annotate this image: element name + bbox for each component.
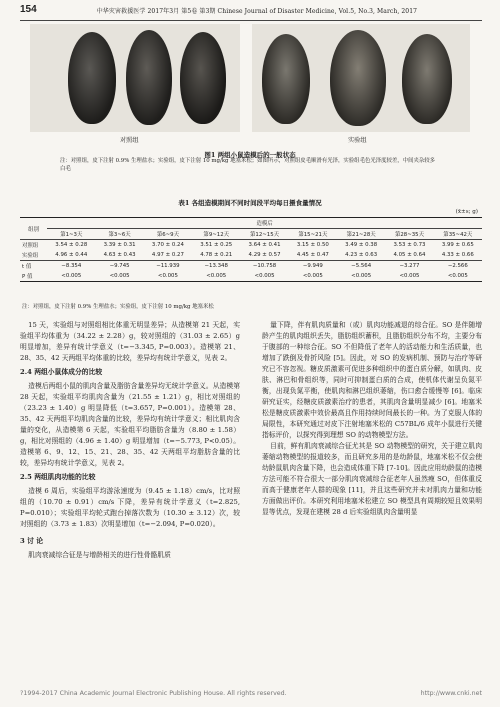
column-header: 第21~28天 bbox=[346, 232, 376, 238]
row-label: 实验组 bbox=[22, 253, 39, 259]
table-cell: −5.564 bbox=[351, 263, 372, 269]
paragraph: 造模后两组小鼠的肌肉含量及脂肪含量差异均无统计学意义。从造模第 28 天起，实验组平均肌肉含量为（21.55 ± 1.21）g，相比对照组的（23.23 ± 1.40）g 明显降低（t=3.657, P=0.001）。造模第 28、35、42 天两组平均肌肉含量的比较，差异均有统计学意义；相比肌肉含量的变化，从造模第 6 天起，实验组平均脂肪含量为（8.80 ± 1.58）g，相比对照组的（4.96 ± 1.40）g 明显增加（t=−5.773, P<0.05）。造模第 6、9、12、15、21、28、35、42 天两组平均脂肪含量的比较，差异均有统计学意义，见表 2。 bbox=[20, 382, 240, 467]
table-cell: 3.54 ± 0.28 bbox=[55, 242, 88, 248]
figure-title: 图1 两组小鼠造模后的一般状态 bbox=[204, 151, 296, 159]
mouse-image bbox=[126, 30, 172, 125]
section-heading: 2.4 两组小鼠体成分的比较 bbox=[20, 368, 103, 376]
period-header: 造模后 bbox=[47, 218, 482, 229]
column-header: 第15~21天 bbox=[298, 232, 328, 238]
column-header: 第28~35天 bbox=[394, 232, 424, 238]
table-cell: 3.15 ± 0.50 bbox=[296, 242, 329, 248]
table-title: 表1 各组造模期间不同时间段平均每日摄食量情况 bbox=[178, 199, 322, 207]
table-note: 注：对照组，皮下注射 0.9% 生理盐水；实验组，皮下注射 10 mg/kg 地塞米松 bbox=[22, 304, 214, 310]
table-cell: 4.45 ± 0.47 bbox=[296, 252, 329, 258]
table-row bbox=[20, 240, 482, 251]
table-cell: 3.53 ± 0.73 bbox=[393, 242, 426, 248]
table-row bbox=[20, 250, 482, 261]
cnki-link[interactable]: http://www.cnki.net bbox=[420, 690, 482, 697]
table-cell: 3.49 ± 0.38 bbox=[345, 242, 378, 248]
table-cell: 3.64 ± 0.41 bbox=[248, 242, 281, 248]
control-label: 对照组 bbox=[120, 137, 139, 144]
table-cell: 4.78 ± 0.21 bbox=[200, 252, 233, 258]
table-cell: <0.005 bbox=[399, 273, 420, 279]
table-cell: −9.949 bbox=[302, 263, 323, 269]
mouse-image bbox=[330, 30, 386, 126]
control-group-photo bbox=[30, 24, 240, 132]
mouse-image bbox=[402, 34, 452, 124]
figure-note: 注：对照组，皮下注射 0.9% 生理盐水；实验组，皮下注射 10 mg/kg 地塞米松；如图所示，对照组皮毛顺滑有光泽，实验组毛色光泽度较差，中间夹杂较多白毛 bbox=[60, 158, 436, 172]
table-cell: −9.745 bbox=[109, 263, 130, 269]
footer bbox=[20, 690, 482, 697]
table-cell: <0.005 bbox=[109, 273, 130, 279]
table-cell: <0.005 bbox=[157, 273, 178, 279]
column-header: 第12~15天 bbox=[250, 232, 280, 238]
table-cell: 4.96 ± 0.44 bbox=[55, 252, 88, 258]
copyright: ?1994-2017 China Academic Journal Electronic Publishing House. All rights reserved. bbox=[20, 690, 287, 697]
group-header: 组别 bbox=[20, 218, 47, 240]
section-heading: 2.5 两组肌肉功能的比较 bbox=[20, 473, 96, 481]
paragraph: 量下降，伴有肌肉质量和（或）肌肉功能减退的综合征。SO 是伴随增龄产生的肌肉组织丢失，脂肪组织蓄积，且脂肪组织分布不均，主要分布于腹部的一种综合征。SO 不但降低了老年人的活动能力和生活质量，也增加了跌倒及骨折风险 [5]。因此，对 SO 的发病机制、预防与治疗等研究已不容忽视。糖皮质激素可促进多种组织中的蛋白质分解，如肌肉、皮肤、淋巴和骨组织等，同时可抑制蛋白质的合成，使机体代谢呈负氮平衡，出现负氮平衡，使肌肉和淋巴组织萎缩，伤口愈合缓慢等 [6]。临床研究证实，经糖皮质激素治疗的患者，其肌肉含量明显减少 [6]。地塞米松是糖皮质激素中效价最高且作用持续时间最长的一种。为了克服人体的局限性，本研究通过对皮下注射地塞米松的 C57BL/6 成年小鼠进行关键指标评价，以探究得到理想 SO 的动物模型方法。 bbox=[262, 321, 482, 439]
table-cell: −2.566 bbox=[447, 263, 468, 269]
table-cell: 4.23 ± 0.63 bbox=[345, 252, 378, 258]
table-cell: <0.005 bbox=[351, 273, 372, 279]
table-cell: −13.348 bbox=[204, 263, 228, 269]
running-header bbox=[20, 4, 482, 15]
mouse-image bbox=[68, 32, 116, 124]
table-cell: <0.005 bbox=[206, 273, 227, 279]
table-cell: <0.005 bbox=[61, 273, 82, 279]
table-cell: 4.63 ± 0.43 bbox=[103, 252, 136, 258]
row-label: P 值 bbox=[22, 274, 33, 280]
paragraph: 目前，鲜有肌肉衰减综合征尤其是 SO 动物模型的研究，关于建立肌肉萎缩动物模型的报道较多，而且研究多用的是幼龄鼠，地塞米松不仅会使幼龄鼠肌肉含量下降，也会造成体重下降 [7-10]。因此应用幼龄鼠的造模方法可能不符合很大一部分肌肉衰减综合征老年人虽然瘦 SO，但体重反而高于健康老年人群的现象 [11]，并且这些研究并未对肌肉力量和功能方面做出评价。本研究利用地塞米松建立 SO 模型具有周期较短且效果明显等优点，发现在建模 28 d 后实验组肌肉含量明显 bbox=[262, 442, 482, 516]
paragraph: 15 天，实验组与对照组相比体重无明显差异；从造模第 21 天起，实验组平均体重为（34.22 ± 2.28）g，较对照组的（31.03 ± 2.65）g 明显增加，差异有统计学意义（t=−3.345, P=0.003）。造模第 21、28、35、42 天两组平均体重的比较，差异均有统计学意义，见表 2。 bbox=[20, 321, 240, 362]
experimental-label: 实验组 bbox=[348, 137, 367, 144]
journal-line: 中华灾害救援医学 2017年3月 第5卷 第3期 Chinese Journal of Disaster Medicine, Vol.5, No.3, March, 2017 bbox=[96, 8, 418, 15]
column-header: 第6~9天 bbox=[156, 232, 179, 238]
table-row bbox=[20, 271, 482, 282]
table-cell: <0.005 bbox=[302, 273, 323, 279]
paragraph: 肌肉衰减综合征是与增龄相关的进行性骨骼肌质 bbox=[28, 551, 171, 559]
mouse-image bbox=[180, 32, 226, 124]
column-header: 第35~42天 bbox=[443, 232, 473, 238]
food-intake-table bbox=[20, 217, 482, 282]
row-label: 对照组 bbox=[22, 243, 39, 249]
row-label: t 值 bbox=[22, 264, 32, 270]
right-column bbox=[262, 320, 482, 518]
table-cell: −11.939 bbox=[156, 263, 180, 269]
column-header: 第9~12天 bbox=[203, 232, 230, 238]
table-cell: <0.005 bbox=[447, 273, 468, 279]
figure-1 bbox=[30, 24, 470, 144]
left-column bbox=[20, 320, 240, 561]
paragraph: 造模 6 周后，实验组平均游泳速度为（9.45 ± 1.18）cm/s，比对照组的（10.70 ± 0.91）cm/s 下降，差异有统计学意义（t=2.825, P=0.010）；实验组平均轮式跑台掉落次数为（10.30 ± 3.12）次，较对照组的（3.73 ± 1.83）次明显增加（t=−2.094, P=0.020）。 bbox=[20, 487, 240, 528]
table-cell: 4.05 ± 0.64 bbox=[393, 252, 426, 258]
table-cell: 3.39 ± 0.31 bbox=[103, 242, 136, 248]
page-number: 154 bbox=[20, 4, 37, 15]
table-cell: 3.99 ± 0.65 bbox=[441, 242, 474, 248]
table-cell: −3.277 bbox=[399, 263, 420, 269]
header-rule bbox=[20, 20, 482, 21]
column-header: 第1~3天 bbox=[60, 232, 83, 238]
table-cell: 4.97 ± 0.27 bbox=[151, 252, 184, 258]
table-cell: −8.354 bbox=[61, 263, 82, 269]
table-cell: −10.758 bbox=[252, 263, 277, 269]
table-cell: 4.29 ± 0.57 bbox=[248, 252, 281, 258]
mouse-image bbox=[262, 34, 310, 124]
column-header: 第3~6天 bbox=[108, 232, 131, 238]
experimental-group-photo bbox=[252, 24, 470, 132]
table-cell: 4.33 ± 0.66 bbox=[441, 252, 474, 258]
table-cell: <0.005 bbox=[254, 273, 275, 279]
table-cell: 3.51 ± 0.25 bbox=[200, 242, 233, 248]
table-unit: (x̄±s; g) bbox=[455, 209, 478, 215]
table-cell: 3.70 ± 0.24 bbox=[151, 242, 184, 248]
table-row bbox=[20, 261, 482, 272]
section-heading: 3 讨 论 bbox=[20, 537, 44, 545]
